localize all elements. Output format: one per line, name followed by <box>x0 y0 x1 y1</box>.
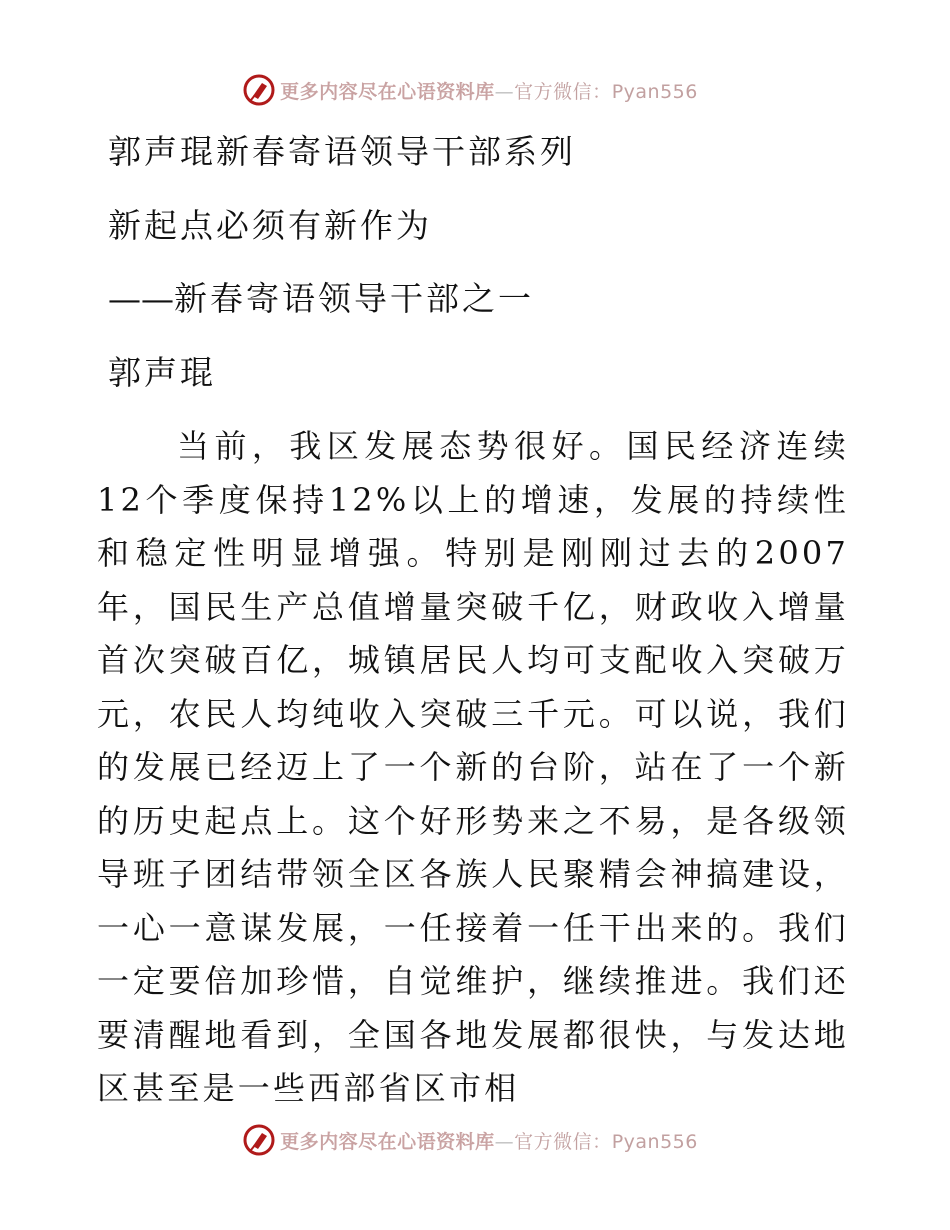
banner-text: 更多内容尽在心语资料库 <box>280 1130 495 1153</box>
body-paragraph: 当前，我区发展态势很好。国民经济连续12个季度保持12%以上的增速，发展的持续性和稳定性明显增强。特别是刚刚过去的2007年，国民生产总值增量突破千亿，财政收入增量首次突破百亿，城镇居民人均可支配收入突破万元，农民人均纯收入突破三千元。可以说，我们的发展已经迈上了一个新的台阶，站在了一个新的历史起点上。这个好形势来之不易，是各级领导班子团结带领全区各族人民聚精会神搞建设，一心一意谋发展，一任接着一任干出来的。我们一定要倍加珍惜，自觉维护，继续推进。我们还要清醒地看到，全国各地发展都很快，与发达地区甚至是一些西部省区市相 <box>97 427 849 1107</box>
pen-nib-logo-icon <box>242 73 276 107</box>
banner-text: 更多内容尽在心语资料库 <box>280 80 495 103</box>
subtitle-text: 新春寄语领导干部之一 <box>174 279 534 318</box>
header-banner <box>0 70 950 110</box>
banner-account: Pyan556 <box>611 80 698 103</box>
footer-banner <box>0 1120 950 1160</box>
banner-account-label: 官方微信： <box>514 1130 612 1153</box>
banner-account-label: 官方微信： <box>514 80 612 103</box>
author: 郭声琨 <box>108 353 216 392</box>
subtitle-dash: —— <box>108 279 174 318</box>
banner-separator: — <box>494 80 515 103</box>
document-title: 新起点必须有新作为 <box>108 206 432 245</box>
banner-account: Pyan556 <box>611 1130 698 1153</box>
banner-separator: — <box>494 1130 515 1153</box>
series-title: 郭声琨新春寄语领导干部系列 <box>108 132 576 171</box>
pen-nib-logo-icon <box>242 1123 276 1157</box>
subtitle <box>108 273 534 320</box>
